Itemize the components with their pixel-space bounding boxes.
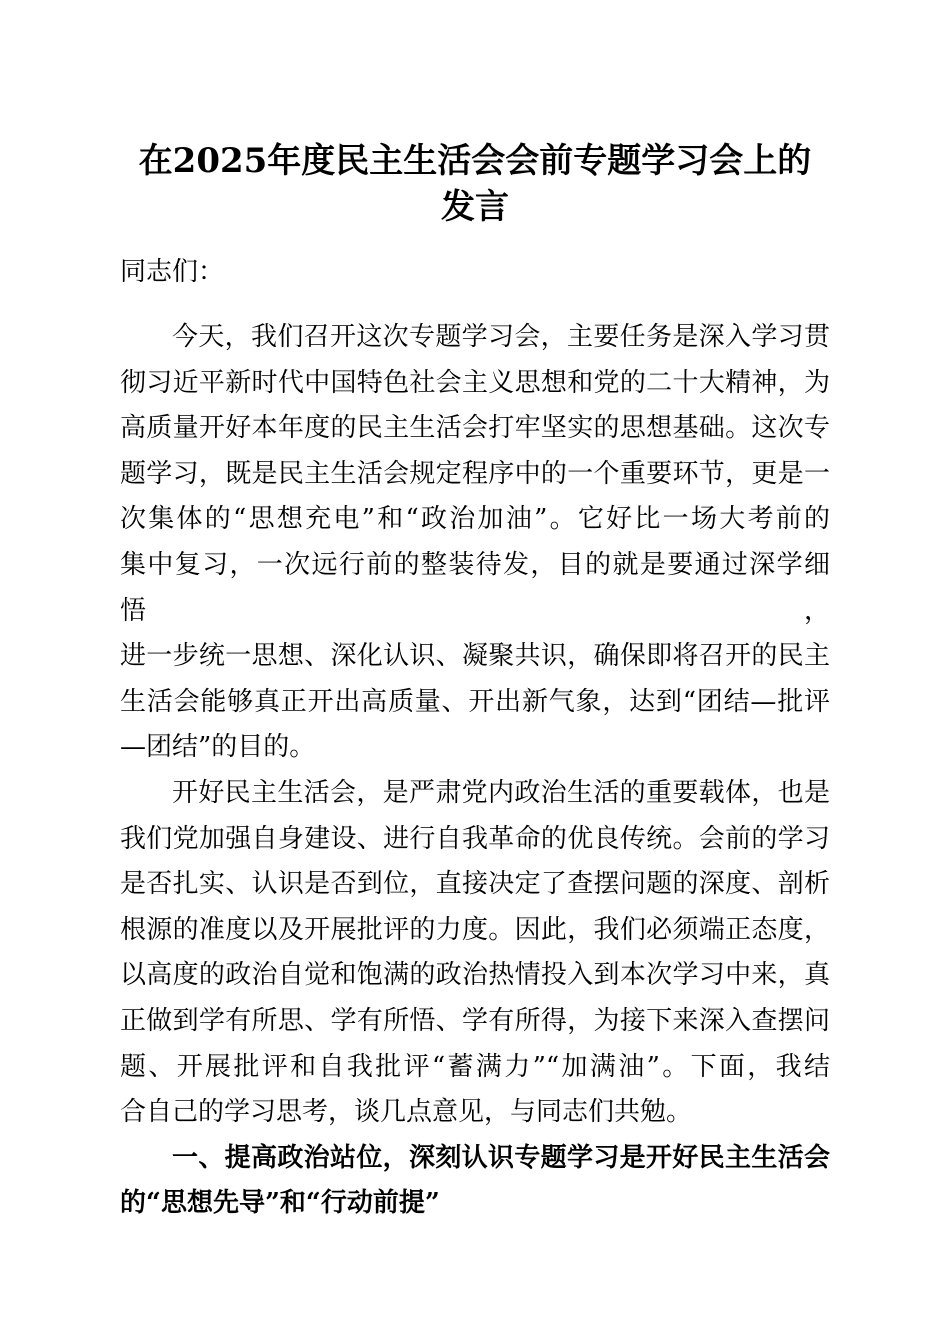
document-title-line-1: 在2025年度民主生活会会前专题学习会上的 [138, 141, 812, 181]
paragraph-2-line: 根源的准度以及开展批评的力度。因此，我们必须端正态度， [120, 914, 830, 945]
paragraph-1-line: 今天，我们召开这次专题学习会，主要任务是深入学习贯 [172, 322, 830, 352]
paragraph-1-line: 生活会能够真正开出高质量、开出新气象，达到“团结—批评 [120, 686, 830, 717]
paragraph-2-line: 开好民主生活会，是严肃党内政治生活的重要载体，也是 [172, 777, 830, 808]
paragraph-1-line: 集中复习，一次远行前的整装待发，目的就是要通过深学细悟， [120, 549, 830, 626]
document-title-line-2: 发言 [441, 187, 509, 227]
paragraph-1-line: 高质量开好本年度的民主生活会打牢坚实的思想基础。这次专 [120, 413, 830, 444]
paragraph-1-line: 彻习近平新时代中国特色社会主义思想和党的二十大精神，为 [120, 367, 830, 398]
section-heading-line: 一、提高政治站位，深刻认识专题学习是开好民主生活会 [172, 1142, 830, 1173]
document-body [120, 315, 830, 1227]
paragraph-2-line: 合自己的学习思考，谈几点意见，与同志们共勉。 [120, 1097, 693, 1128]
paragraph-2-line: 我们党加强自身建设、进行自我革命的优良传统。会前的学习 [120, 823, 830, 854]
paragraph-1-line: 次集体的“思想充电”和“政治加油”。它好比一场大考前的 [120, 504, 830, 535]
paragraph-1-line: 题学习，既是民主生活会规定程序中的一个重要环节，更是一 [120, 458, 830, 489]
section-heading-line: 的“思想先导”和“行动前提” [120, 1188, 440, 1219]
paragraph-2-line: 是否扎实、认识是否到位，直接决定了查摆问题的深度、剖析 [120, 869, 830, 900]
paragraph-2-line: 正做到学有所思、学有所悟、学有所得，为接下来深入查摆问 [120, 1005, 830, 1036]
greeting: 同志们： [120, 257, 225, 287]
paragraph-2-line: 题、开展批评和自我批评“蓄满力”“加满油”。下面，我结 [120, 1051, 830, 1082]
paragraph-2-line: 以高度的政治自觉和饱满的政治热情投入到本次学习中来，真 [120, 960, 830, 991]
paragraph-1-line: —团结”的目的。 [120, 732, 316, 763]
paragraph-1-line: 进一步统一思想、深化认识、凝聚共识，确保即将召开的民主 [120, 641, 830, 672]
